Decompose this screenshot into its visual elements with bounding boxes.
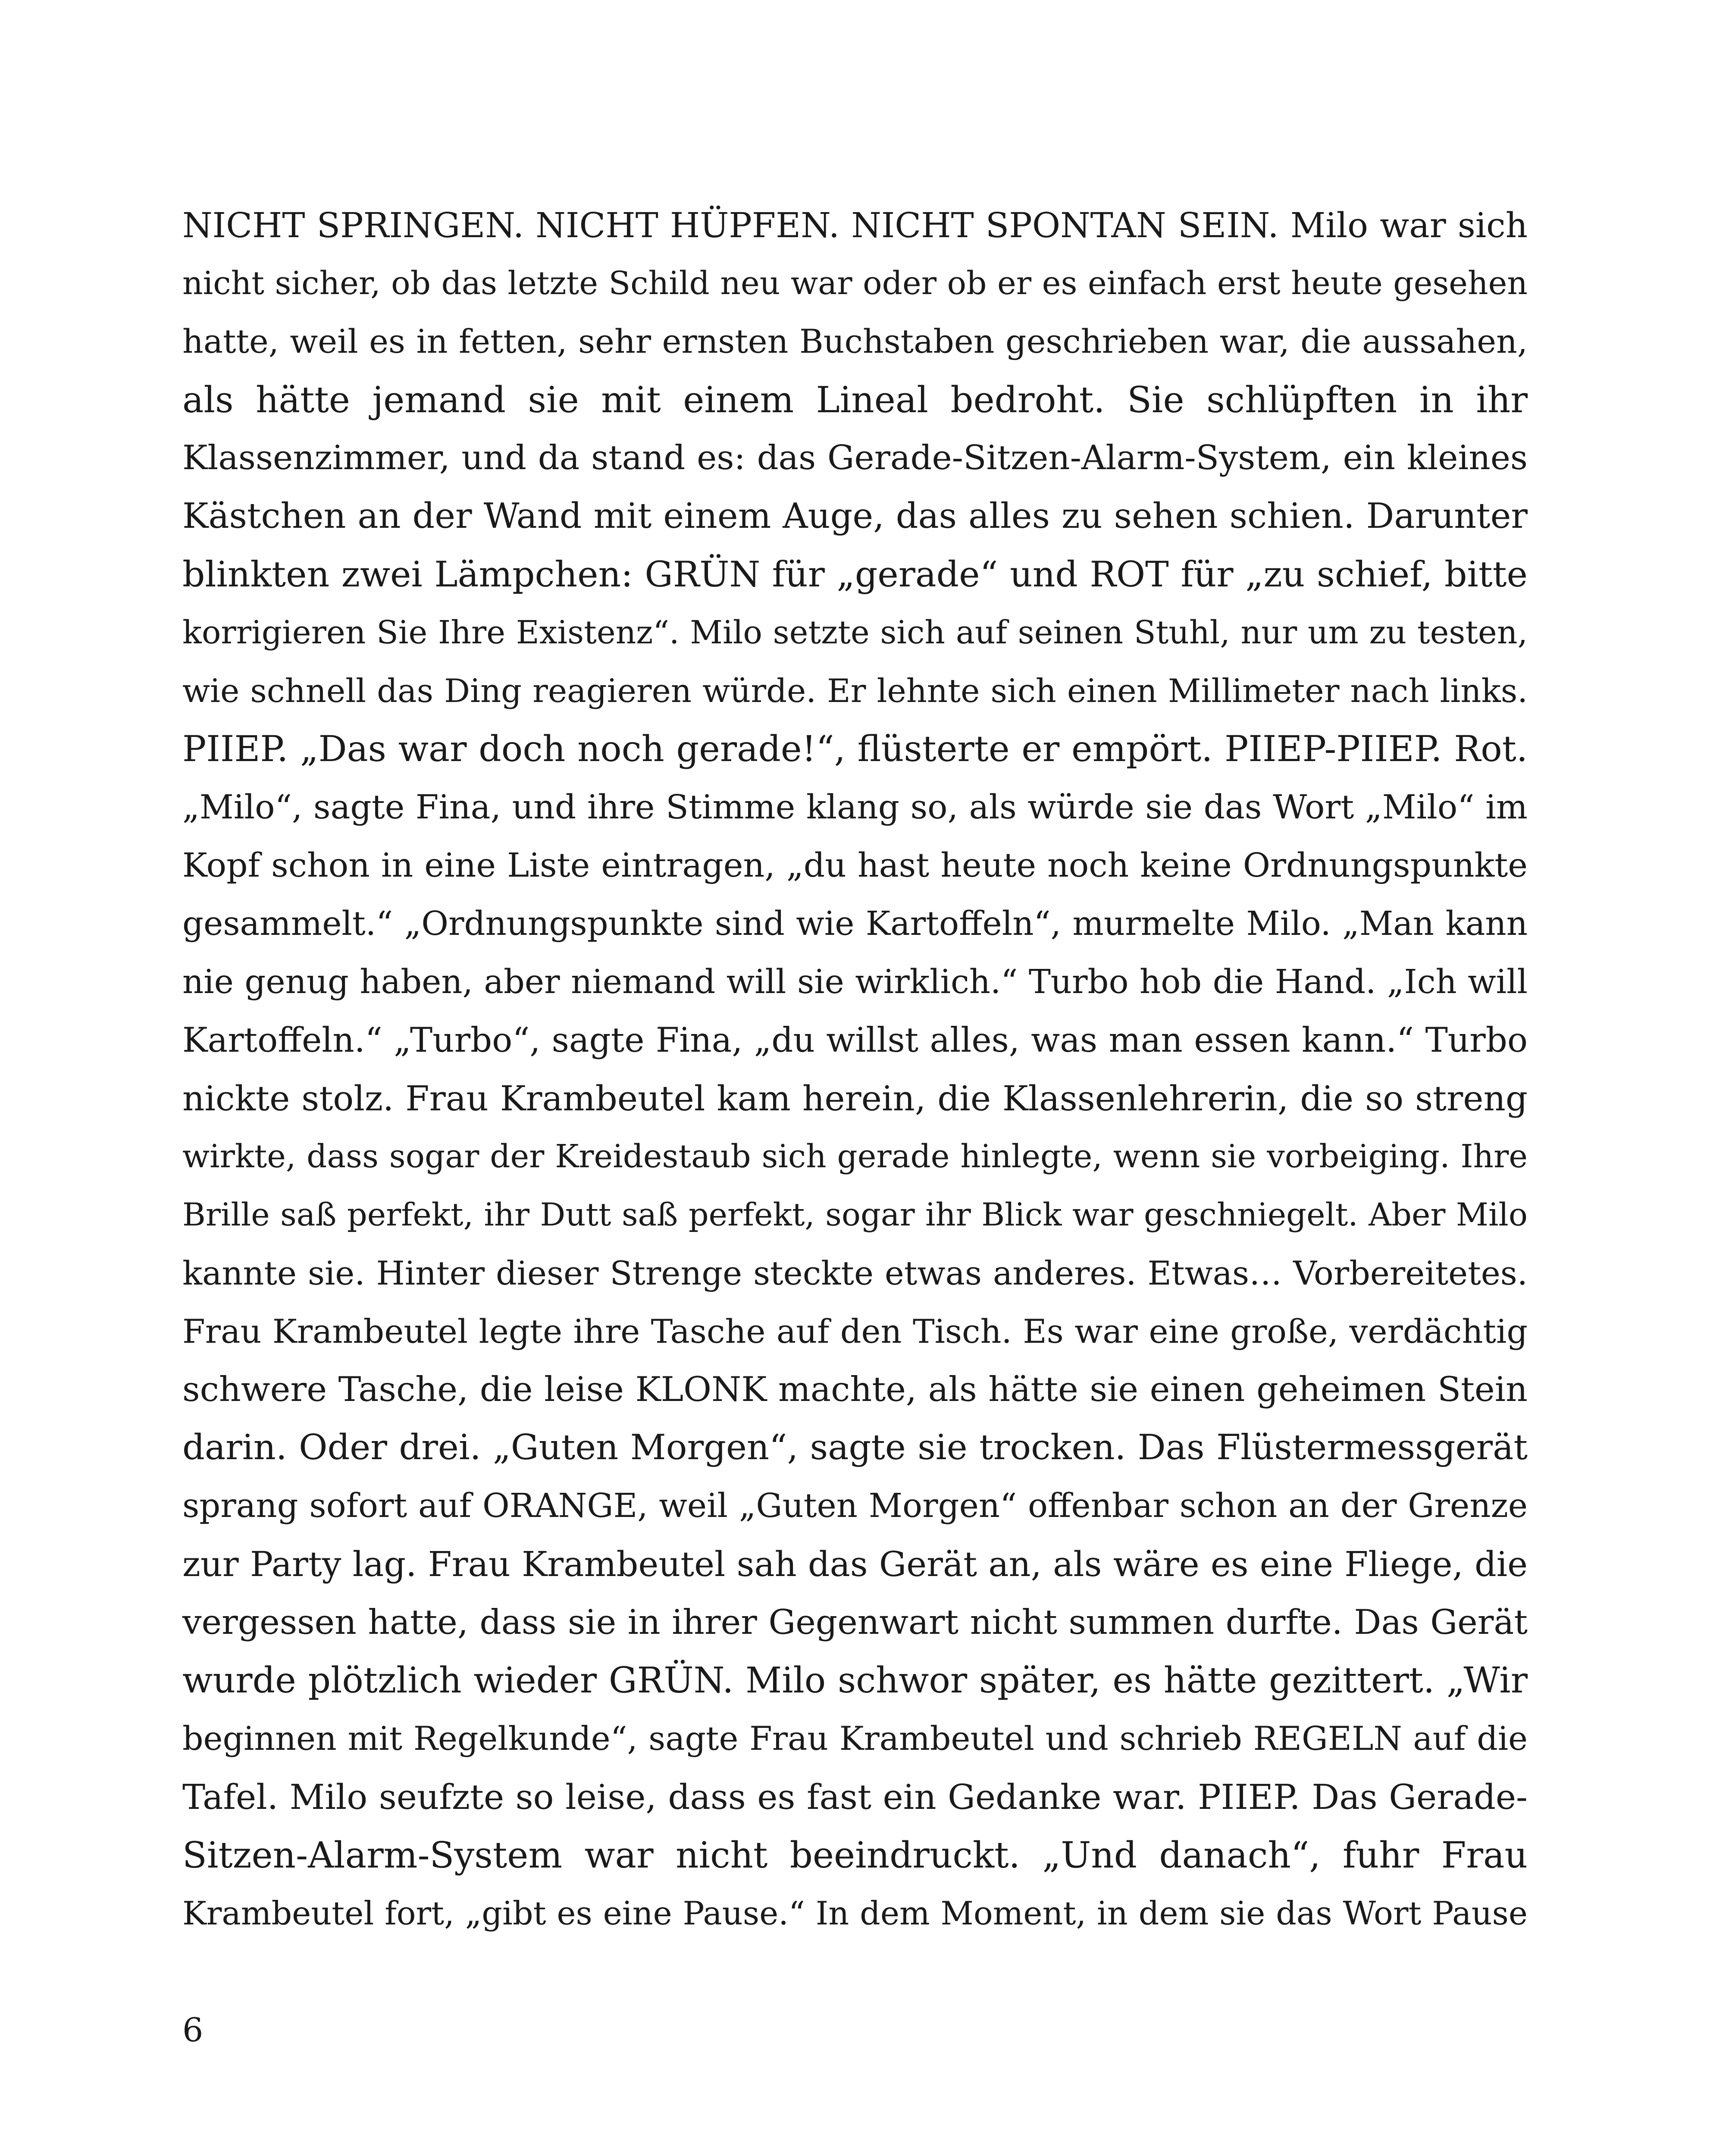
body-text [182,196,1528,1943]
text-line: wirkte, dass sogar der Kreidestaub sich gerade hinlegte, wenn sie vorbeiging. Ihre [182,1138,1528,1175]
text-line: nickte stolz. Frau Krambeutel kam herein, die Klassenlehrerin, die so streng [182,1078,1528,1119]
text-line: als hätte jemand sie mit einem Lineal bedroht. Sie schlüpften in ihr [182,379,1528,421]
text-line: „Milo“, sagte Fina, und ihre Stimme klang so, als würde sie das Wort „Milo“ im [182,788,1528,827]
text-line: Tafel. Milo seufzte so leise, dass es fast ein Gedanke war. PIIEP. Das Gerade- [182,1777,1528,1817]
text-line: wie schnell das Ding reagieren würde. Er lehnte sich einen Millimeter nach links. [182,672,1528,710]
text-line: Kästchen an der Wand mit einem Auge, das alles zu sehen schien. Darunter [182,496,1528,536]
text-line: darin. Oder drei. „Guten Morgen“, sagte sie trocken. Das Flüstermessgerät [182,1427,1528,1468]
page-number: 6 [182,2011,204,2049]
text-line: nicht sicher, ob das letzte Schild neu war oder ob er es einfach erst heute gesehen [182,265,1528,302]
text-line: schwere Tasche, die leise KLONK machte, als hätte sie einen geheimen Stein [182,1369,1528,1409]
text-line: Kartoffeln.“ „Turbo“, sagte Fina, „du willst alles, was man essen kann.“ Turbo [182,1021,1528,1060]
text-line: PIIEP. „Das war doch noch gerade!“, flüsterte er empört. PIIEP-PIIEP. Rot. [182,729,1528,770]
text-line: blinkten zwei Lämpchen: GRÜN für „gerade“ und ROT für „zu schief, bitte [182,554,1528,595]
text-line: nie genug haben, aber niemand will sie wirklich.“ Turbo hob die Hand. „Ich will [182,963,1528,1001]
text-line: Krambeutel fort, „gibt es eine Pause.“ In dem Moment, in dem sie das Wort Pause [182,1895,1528,1932]
text-line: hatte, weil es in fetten, sehr ernsten Buchstaben geschrieben war, die aussahen, [182,323,1528,360]
text-line: sprang sofort auf ORANGE, weil „Guten Morgen“ offenbar schon an der Grenze [182,1487,1528,1525]
text-line: Brille saß perfekt, ihr Dutt saß perfekt, sogar ihr Blick war geschniegelt. Aber Milo [182,1197,1528,1233]
text-line: beginnen mit Regelkunde“, sagte Frau Krambeutel und schrieb REGELN auf die [182,1720,1528,1758]
text-line: Sitzen-Alarm-System war nicht beeindruckt. „Und danach“, fuhr Frau [182,1834,1528,1876]
text-line: Klassenzimmer, und da stand es: das Gerade-Sitzen-Alarm-System, ein kleines [182,439,1528,477]
text-line: zur Party lag. Frau Krambeutel sah das Gerät an, als wäre es eine Fliege, die [182,1544,1528,1584]
text-line: korrigieren Sie Ihre Existenz“. Milo setzte sich auf seinen Stuhl, nur um zu testen, [182,614,1528,651]
text-line: NICHT SPRINGEN. NICHT HÜPFEN. NICHT SPONTAN SEIN. Milo war sich [182,205,1528,245]
text-line: wurde plötzlich wieder GRÜN. Milo schwor später, es hätte gezittert. „Wir [182,1660,1528,1701]
text-line: gesammelt.“ „Ordnungspunkte sind wie Kartoffeln“, murmelte Milo. „Man kann [182,905,1528,943]
text-line: Kopf schon in eine Liste eintragen, „du hast heute noch keine Ordnungspunkte [182,846,1528,885]
text-line: kannte sie. Hinter dieser Strenge steckte etwas anderes. Etwas… Vorbereitetes. [182,1254,1528,1292]
text-line: vergessen hatte, dass sie in ihrer Gegenwart nicht summen durfte. Das Gerät [182,1602,1528,1642]
text-line: Frau Krambeutel legte ihre Tasche auf den Tisch. Es war eine große, verdächtig [182,1312,1528,1351]
